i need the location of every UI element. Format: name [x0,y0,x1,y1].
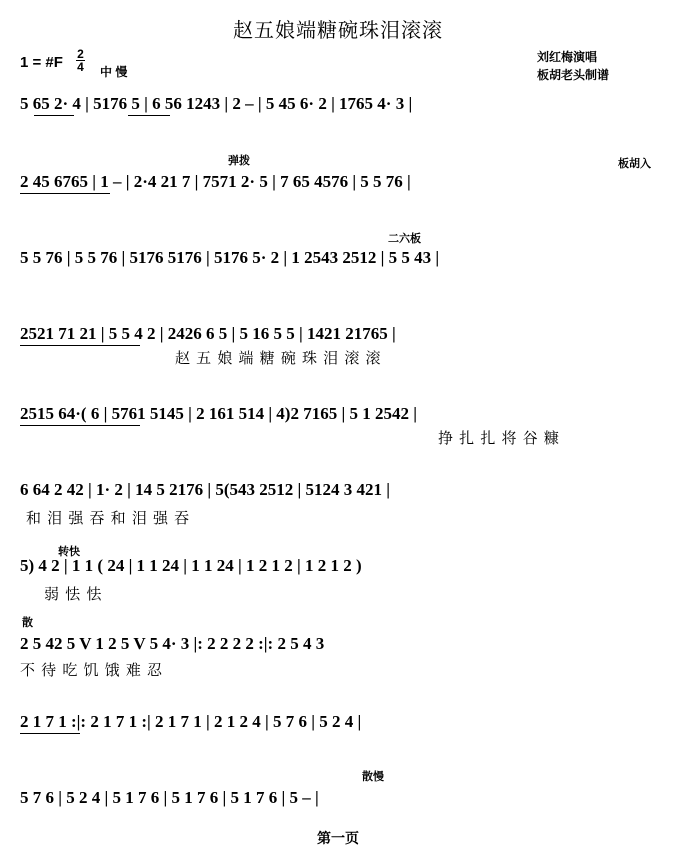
beam-line [20,193,110,194]
beam-line [20,425,140,426]
annotation-zhuankuai: 转快 [58,546,80,558]
notation-text: 2515 64·( 6 | 5761 5145 | 2 161 514 | 4)2 7165 | 5 1 2542 | [20,404,417,423]
annotation-tanbo: 弹拨 [228,155,250,167]
notation-line-5 [0,404,676,424]
notation-line-8 [0,634,676,654]
notation-text: 5) 4 2 | 1 1 ( 24 | 1 1 24 | 1 1 24 | 1 2 1 2 | 1 2 1 2 ) [20,556,362,575]
annotation-san: 散 [22,617,33,629]
notation-line-9 [0,712,676,732]
beam-line [20,345,140,346]
lyric-line-5 [0,662,676,680]
singer-credit: 刘红梅演唱 [537,50,598,64]
notation-line-6 [0,480,676,500]
key-signature: 1 = #F [20,54,63,71]
time-signature [76,48,85,73]
lyric-line-1 [0,350,676,368]
notation-text: 2 5 42 5 V 1 2 5 V 5 4· 3 |: 2 2 2 2 :|: 2 5 4 3 [20,634,325,653]
annotation-erliuban: 二六板 [388,233,421,245]
beam-line [128,115,170,116]
lyric-line-3 [0,510,676,528]
lyric-line-4 [0,586,676,604]
notation-text: 2 45 6765 | 1 – | 2·4 21 7 | 7571 2· 5 | 7 65 4576 | 5 5 76 | [20,172,411,191]
notation-text: 2 1 7 1 :|: 2 1 7 1 :| 2 1 7 1 | 2 1 2 4 | 5 7 6 | 5 2 4 | [20,712,362,731]
notation-line-4 [0,324,676,344]
time-signature-top: 2 [77,47,84,61]
lyric-text: 挣 扎 扎 将 谷 糠 [438,430,560,447]
notation-line-2 [0,172,676,192]
annotation-banhu-in: 板胡入 [618,158,651,170]
notation-text: 2521 71 21 | 5 5 4 2 | 2426 6 5 | 5 16 5 5 | 1421 21765 | [20,324,396,343]
time-signature-bottom: 4 [77,60,84,74]
notation-line-10 [0,788,676,808]
lyric-text: 和 泪 强 吞 和 泪 强 吞 [26,510,191,527]
notation-text: 5 65 2· 4 | 5176 5 | 6 56 1243 | 2 – | 5 45 6· 2 | 1765 4· 3 | [20,94,413,113]
notation-text: 6 64 2 42 | 1· 2 | 14 5 2176 | 5(543 2512 | 5124 3 421 | [20,480,391,499]
lyric-line-2 [0,430,676,448]
annotation-sanman: 散慢 [362,771,384,783]
notation-line-7 [0,556,676,576]
notation-text: 5 7 6 | 5 2 4 | 5 1 7 6 | 5 1 7 6 | 5 1 7 6 | 5 – | [20,788,319,807]
notation-line-1 [0,94,676,114]
lyric-text: 弱 怯 怯 [44,586,103,603]
notation-line-3 [0,248,676,268]
beam-line [20,733,80,734]
arranger-credit: 板胡老头制谱 [537,68,610,82]
beam-line [34,115,74,116]
lyric-text: 不 待 吃 饥 饿 难 忍 [20,662,164,679]
score-title: 赵五娘端糖碗珠泪滚滚 [233,20,443,42]
lyric-text: 赵 五 娘 端 糖 碗 珠 泪 滚 滚 [175,350,382,367]
tempo-marking: 中 慢 [100,65,128,79]
notation-text: 5 5 76 | 5 5 76 | 5176 5176 | 5176 5· 2 | 1 2543 2512 | 5 5 43 | [20,248,440,267]
page-footer: 第一页 [317,830,359,846]
